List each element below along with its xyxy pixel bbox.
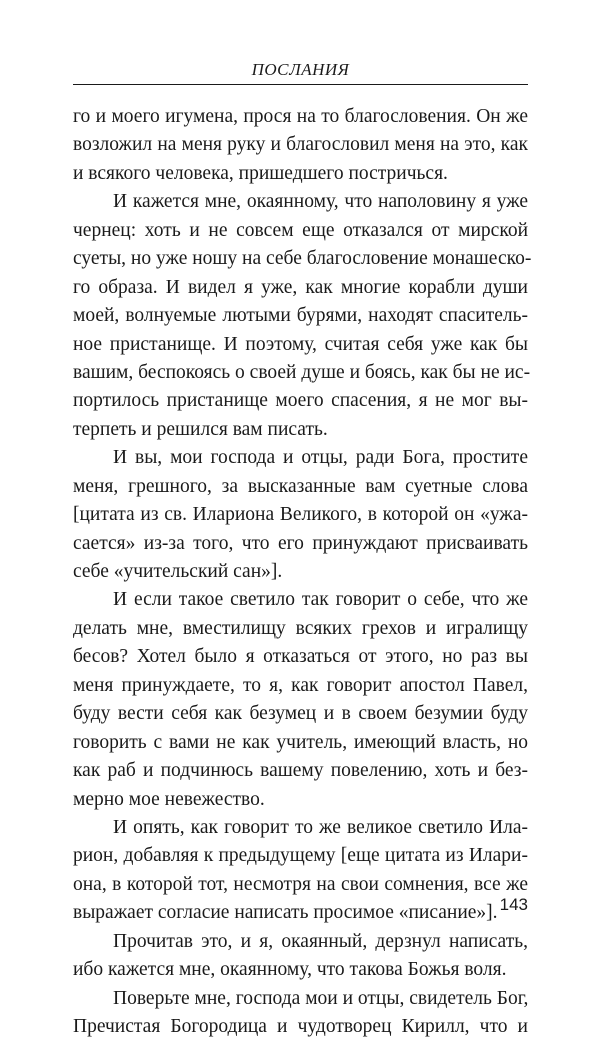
text-line: портилось пристанище моего спасения, я не мог вы-: [73, 390, 528, 412]
text-line: суеты, но уже ношу на себе благословение монашеско-: [73, 248, 532, 270]
text-line: И вы, мои господа и отцы, ради Бога, простите: [113, 447, 528, 469]
text-line: Пречистая Богородица и чудотворец Кирилл, что и: [73, 1016, 528, 1037]
text-line: возложил на меня руку и благословил меня на это, как: [73, 134, 528, 156]
text-line: ное пристанище. И поэтому, считая себя уже как бы: [73, 333, 528, 355]
text-line: рион, добавляя к предыдущему [еще цитата из Илари-: [73, 845, 528, 867]
text-line: и всякого человека, пришедшего постричься.: [73, 162, 448, 184]
text-line: сается» из-за того, что его принуждают присваивать: [73, 532, 528, 554]
text-line: меня принуждаете, то я, как говорит апостол Павел,: [73, 674, 528, 696]
text-line: как раб и подчинюсь вашему повелению, хоть и без-: [73, 760, 528, 782]
text-line: терпеть и решился вам писать.: [73, 418, 328, 440]
text-line: говорить с вами не как учитель, имеющий власть, но: [73, 731, 528, 753]
text-line: меня, грешного, за высказанные вам суетные слова: [73, 475, 528, 497]
text-line: Поверьте мне, господа мои и отцы, свидетель Бог,: [113, 987, 529, 1009]
text-line: [цитата из св. Илариона Великого, в которой он «ужа-: [73, 504, 528, 526]
text-line: И кажется мне, окаянному, что наполовину я уже: [113, 191, 528, 213]
body-text: [73, 103, 532, 1041]
text-line: И если такое светило так говорит о себе, что же: [113, 589, 528, 611]
text-line: Прочитав это, и я, окаянный, дерзнул написать,: [113, 930, 528, 952]
text-line: чернец: хоть и не совсем еще отказался от мирской: [73, 219, 528, 241]
header-rule: [73, 84, 528, 85]
text-line: го образа. И видел я уже, как многие корабли души: [73, 276, 528, 298]
text-line: ибо кажется мне, окаянному, что такова Божья воля.: [73, 959, 507, 981]
text-line: себе «учительский сан»].: [73, 561, 283, 582]
text-line: бесов? Хотел было я отказаться от этого, но раз вы: [73, 646, 528, 668]
page-number: 143: [499, 895, 528, 914]
text-line: делать мне, вместилищу всяких грехов и игралищу: [73, 617, 528, 639]
text-line: мерно мое невежество.: [73, 788, 265, 810]
text-line: И опять, как говорит то же великое светило Ила-: [113, 816, 528, 838]
text-line: она, в которой тот, несмотря на свои сомнения, все же: [73, 873, 528, 895]
text-line: вашим, беспокоясь о своей душе и боясь, как бы не ис-: [73, 361, 531, 383]
running-head-title: ПОСЛАНИЯ: [251, 60, 350, 79]
text-line: выражает согласие написать просимое «писание»].: [73, 902, 498, 924]
text-line: буду вести себя как безумец и в своем безумии буду: [73, 703, 528, 725]
text-line: моей, волнуемые лютыми бурями, находят спаситель-: [73, 305, 528, 327]
text-line: го и моего игумена, прося на то благословения. Он же: [73, 106, 528, 127]
